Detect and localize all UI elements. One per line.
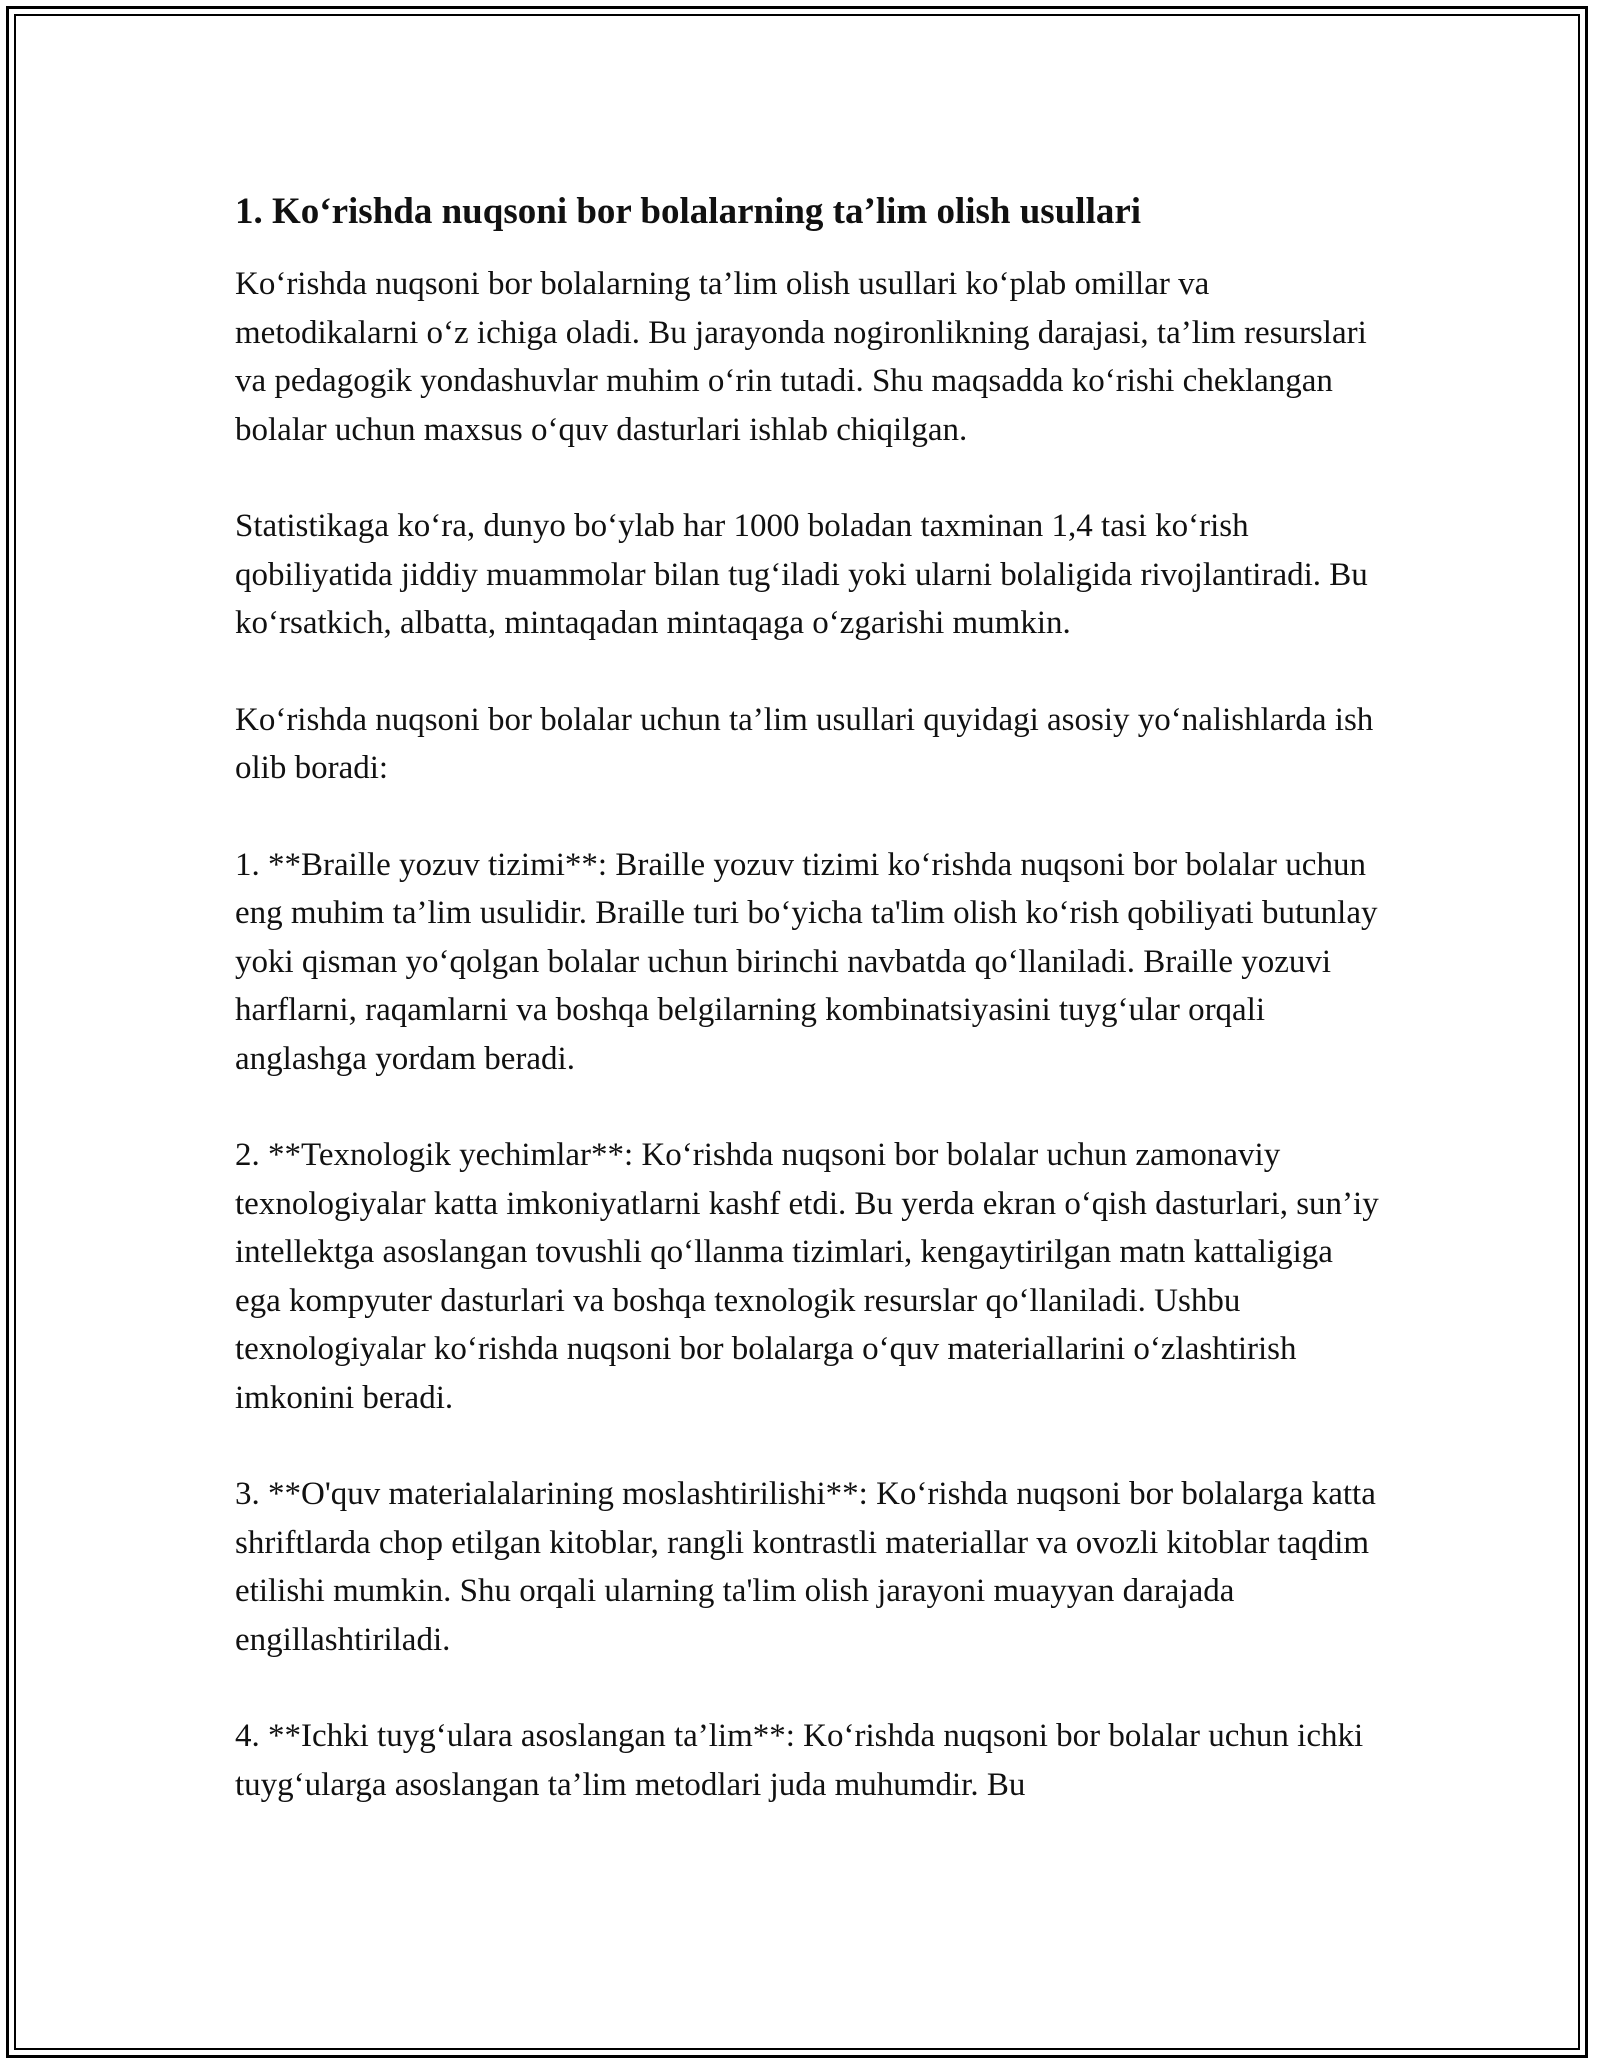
paragraph-technology: 2. **Texnologik yechimlar**: Ko‘rishda nuqsoni bor bolalar uchun zamonaviy texnologiyalar katta imkoniyatlarni kashf etdi. Bu yerda ekran o‘qish dasturlari, sun’iy intellektga asoslangan tovushli qo‘llanma tizimlari, kengaytirilgan matn kattaligiga ega kompyuter dasturlari va boshqa texnologik resurslar qo‘llaniladi. Ushbu texnologiyalar ko‘rishda nuqsoni bor bolalarga o‘quv materiallarini o‘zlashtirish imkonini beradi. — [235, 1137, 1379, 1416]
paragraph-inner-senses: 4. **Ichki tuyg‘ulara asoslangan ta’lim**: Ko‘rishda nuqsoni bor bolalar uchun ichki tuyg‘ularga asoslangan ta’lim metodlari juda muhumdir. Bu — [235, 1718, 1364, 1803]
paragraph-braille: 1. **Braille yozuv tizimi**: Braille yozuv tizimi ko‘rishda nuqsoni bor bolalar uchun eng muhim ta’lim usulidir. Braille turi bo‘yicha ta'lim olish ko‘rish qobiliyati butunlay yoki qisman yo‘qolgan bolalar uchun birinchi navbatda qo‘llaniladi. Braille yozuvi harflarni, raqamlarni va boshqa belgilarning kombinatsiyasini tuyg‘ular orqali anglashga yordam beradi. — [235, 846, 1378, 1077]
paragraph-directions: Ko‘rishda nuqsoni bor bolalar uchun ta’lim usullari quyidagi asosiy yo‘nalishlarda ish olib boradi: — [235, 701, 1374, 786]
paragraph-intro: Ko‘rishda nuqsoni bor bolalarning ta’lim olish usullari ko‘plab omillar va metodikalarni o‘z ichiga oladi. Bu jarayonda nogironlikning darajasi, ta’lim resurslari va pedagogik yondashuvlar muhim o‘rin tutadi. Shu maqsadda ko‘rishi cheklangan bolalar uchun maxsus o‘quv dasturlari ishlab chiqilgan. — [235, 266, 1367, 448]
section-heading: 1. Ko‘rishda nuqsoni bor bolalarning ta’lim olish usullari — [235, 191, 1142, 232]
paragraph-materials: 3. **O'quv materialalarining moslashtirilishi**: Ko‘rishda nuqsoni bor bolalarga katta shriftlarda chop etilgan kitoblar, rangli kontrastli materiallar va ovozli kitoblar taqdim etilishi mumkin. Shu orqali ularning ta'lim olish jarayoni muayyan darajada engillashtiriladi. — [235, 1476, 1376, 1658]
document-body — [235, 186, 1385, 1857]
paragraph-statistics: Statistikaga ko‘ra, dunyo bo‘ylab har 1000 boladan taxminan 1,4 tasi ko‘rish qobiliyatida jiddiy muammolar bilan tug‘iladi yoki ularni bolaligida rivojlantiradi. Bu ko‘rsatkich, albatta, mintaqadan mintaqaga o‘zgarishi mumkin. — [235, 508, 1368, 641]
